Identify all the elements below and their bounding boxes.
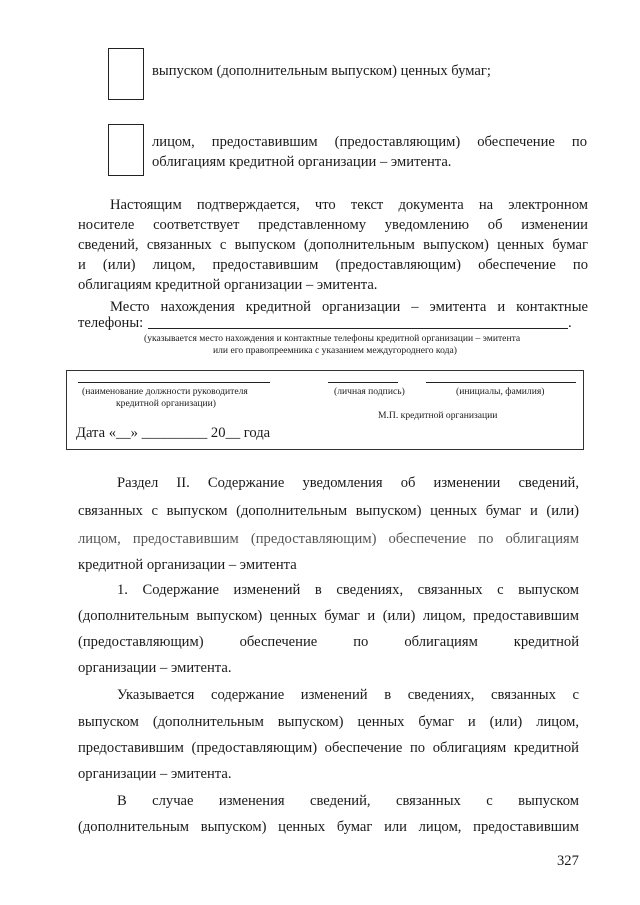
stamp-label: М.П. кредитной организации xyxy=(378,410,498,421)
checkbox-guarantor-label-line2: облигациям кредитной организации – эмитента. xyxy=(152,154,452,170)
item-1-line: (предоставляющим) обеспечение по облигациям кредитной xyxy=(78,634,579,650)
section-2-line: связанных с выпуском (дополнительным выпуском) ценных бумаг и (или) xyxy=(78,503,579,519)
instruction-line: выпуском (дополнительным выпуском) ценных бумаг и (или) лицом, xyxy=(78,714,579,730)
instruction-line: предоставившим (предоставляющим) обеспечение по облигациям кредитной xyxy=(78,740,579,756)
signature-fill-line[interactable] xyxy=(328,382,398,383)
date-day-blank[interactable]: __ xyxy=(116,425,131,441)
phones-fill-line[interactable] xyxy=(148,328,568,329)
date-year-blank[interactable]: __ xyxy=(225,425,241,441)
page-number: 327 xyxy=(557,853,579,869)
initials-fill-line[interactable] xyxy=(426,382,576,383)
phones-label: телефоны: xyxy=(78,315,144,331)
item-1-line: организации – эмитента. xyxy=(78,660,232,676)
confirmation-line: Настоящим подтверждается, что текст документа на электронном xyxy=(110,197,588,213)
instruction-line: организации – эмитента. xyxy=(78,766,232,782)
date-suffix: года xyxy=(240,425,271,441)
initials-label: (инициалы, фамилия) xyxy=(456,386,545,397)
position-label: (наименование должности руководителя xyxy=(82,386,248,397)
section-2-line: кредитной организации – эмитента xyxy=(78,557,297,573)
position-fill-line[interactable] xyxy=(78,382,270,383)
signature-label: (личная подпись) xyxy=(334,386,405,397)
location-hint-line1: (указывается место нахождения и контактные телефоны кредитной организации – эмитента xyxy=(144,333,521,344)
checkbox-guarantor-label-line1: лицом, предоставившим (предоставляющим) обеспечение по xyxy=(152,134,587,150)
date-line xyxy=(76,424,270,442)
date-prefix: Дата « xyxy=(76,425,117,441)
date-mid: » xyxy=(130,425,142,441)
confirmation-line: и (или) лицом, предоставившим (предоставляющим) обеспечение по xyxy=(78,257,588,273)
item-1-line: 1. Содержание изменений в сведениях, связанных с выпуском xyxy=(117,582,579,598)
confirmation-line: облигациям кредитной организации – эмитента. xyxy=(78,277,378,293)
date-year: 20 xyxy=(207,425,226,441)
phones-end: . xyxy=(568,315,572,331)
checkbox-issue[interactable] xyxy=(108,48,144,100)
case-line: (дополнительным выпуском) ценных бумаг или лицом, предоставившим xyxy=(78,819,579,835)
section-2-line: Раздел II. Содержание уведомления об изменении сведений, xyxy=(117,475,579,491)
date-month-blank[interactable]: _________ xyxy=(141,425,208,441)
checkbox-guarantor[interactable] xyxy=(108,124,144,176)
item-1-line: (дополнительным выпуском) ценных бумаг и (или) лицом, предоставившим xyxy=(78,608,579,624)
confirmation-line: носителе соответствует представленному уведомлению об изменении xyxy=(78,217,588,233)
checkbox-issue-label: выпуском (дополнительным выпуском) ценных бумаг; xyxy=(152,63,491,79)
case-line: В случае изменения сведений, связанных с выпуском xyxy=(117,793,579,809)
confirmation-line: сведений, связанных с выпуском (дополнительным выпуском) ценных бумаг xyxy=(78,237,588,253)
position-label-2: кредитной организации) xyxy=(116,398,216,409)
location-line: Место нахождения кредитной организации – эмитента и контактные xyxy=(110,299,588,315)
instruction-line: Указывается содержание изменений в сведениях, связанных с xyxy=(117,687,579,703)
location-hint-line2: или его правопреемника с указанием междугороднего кода) xyxy=(213,345,457,356)
section-2-line: лицом, предоставившим (предоставляющим) обеспечение по облигациям xyxy=(78,531,579,547)
